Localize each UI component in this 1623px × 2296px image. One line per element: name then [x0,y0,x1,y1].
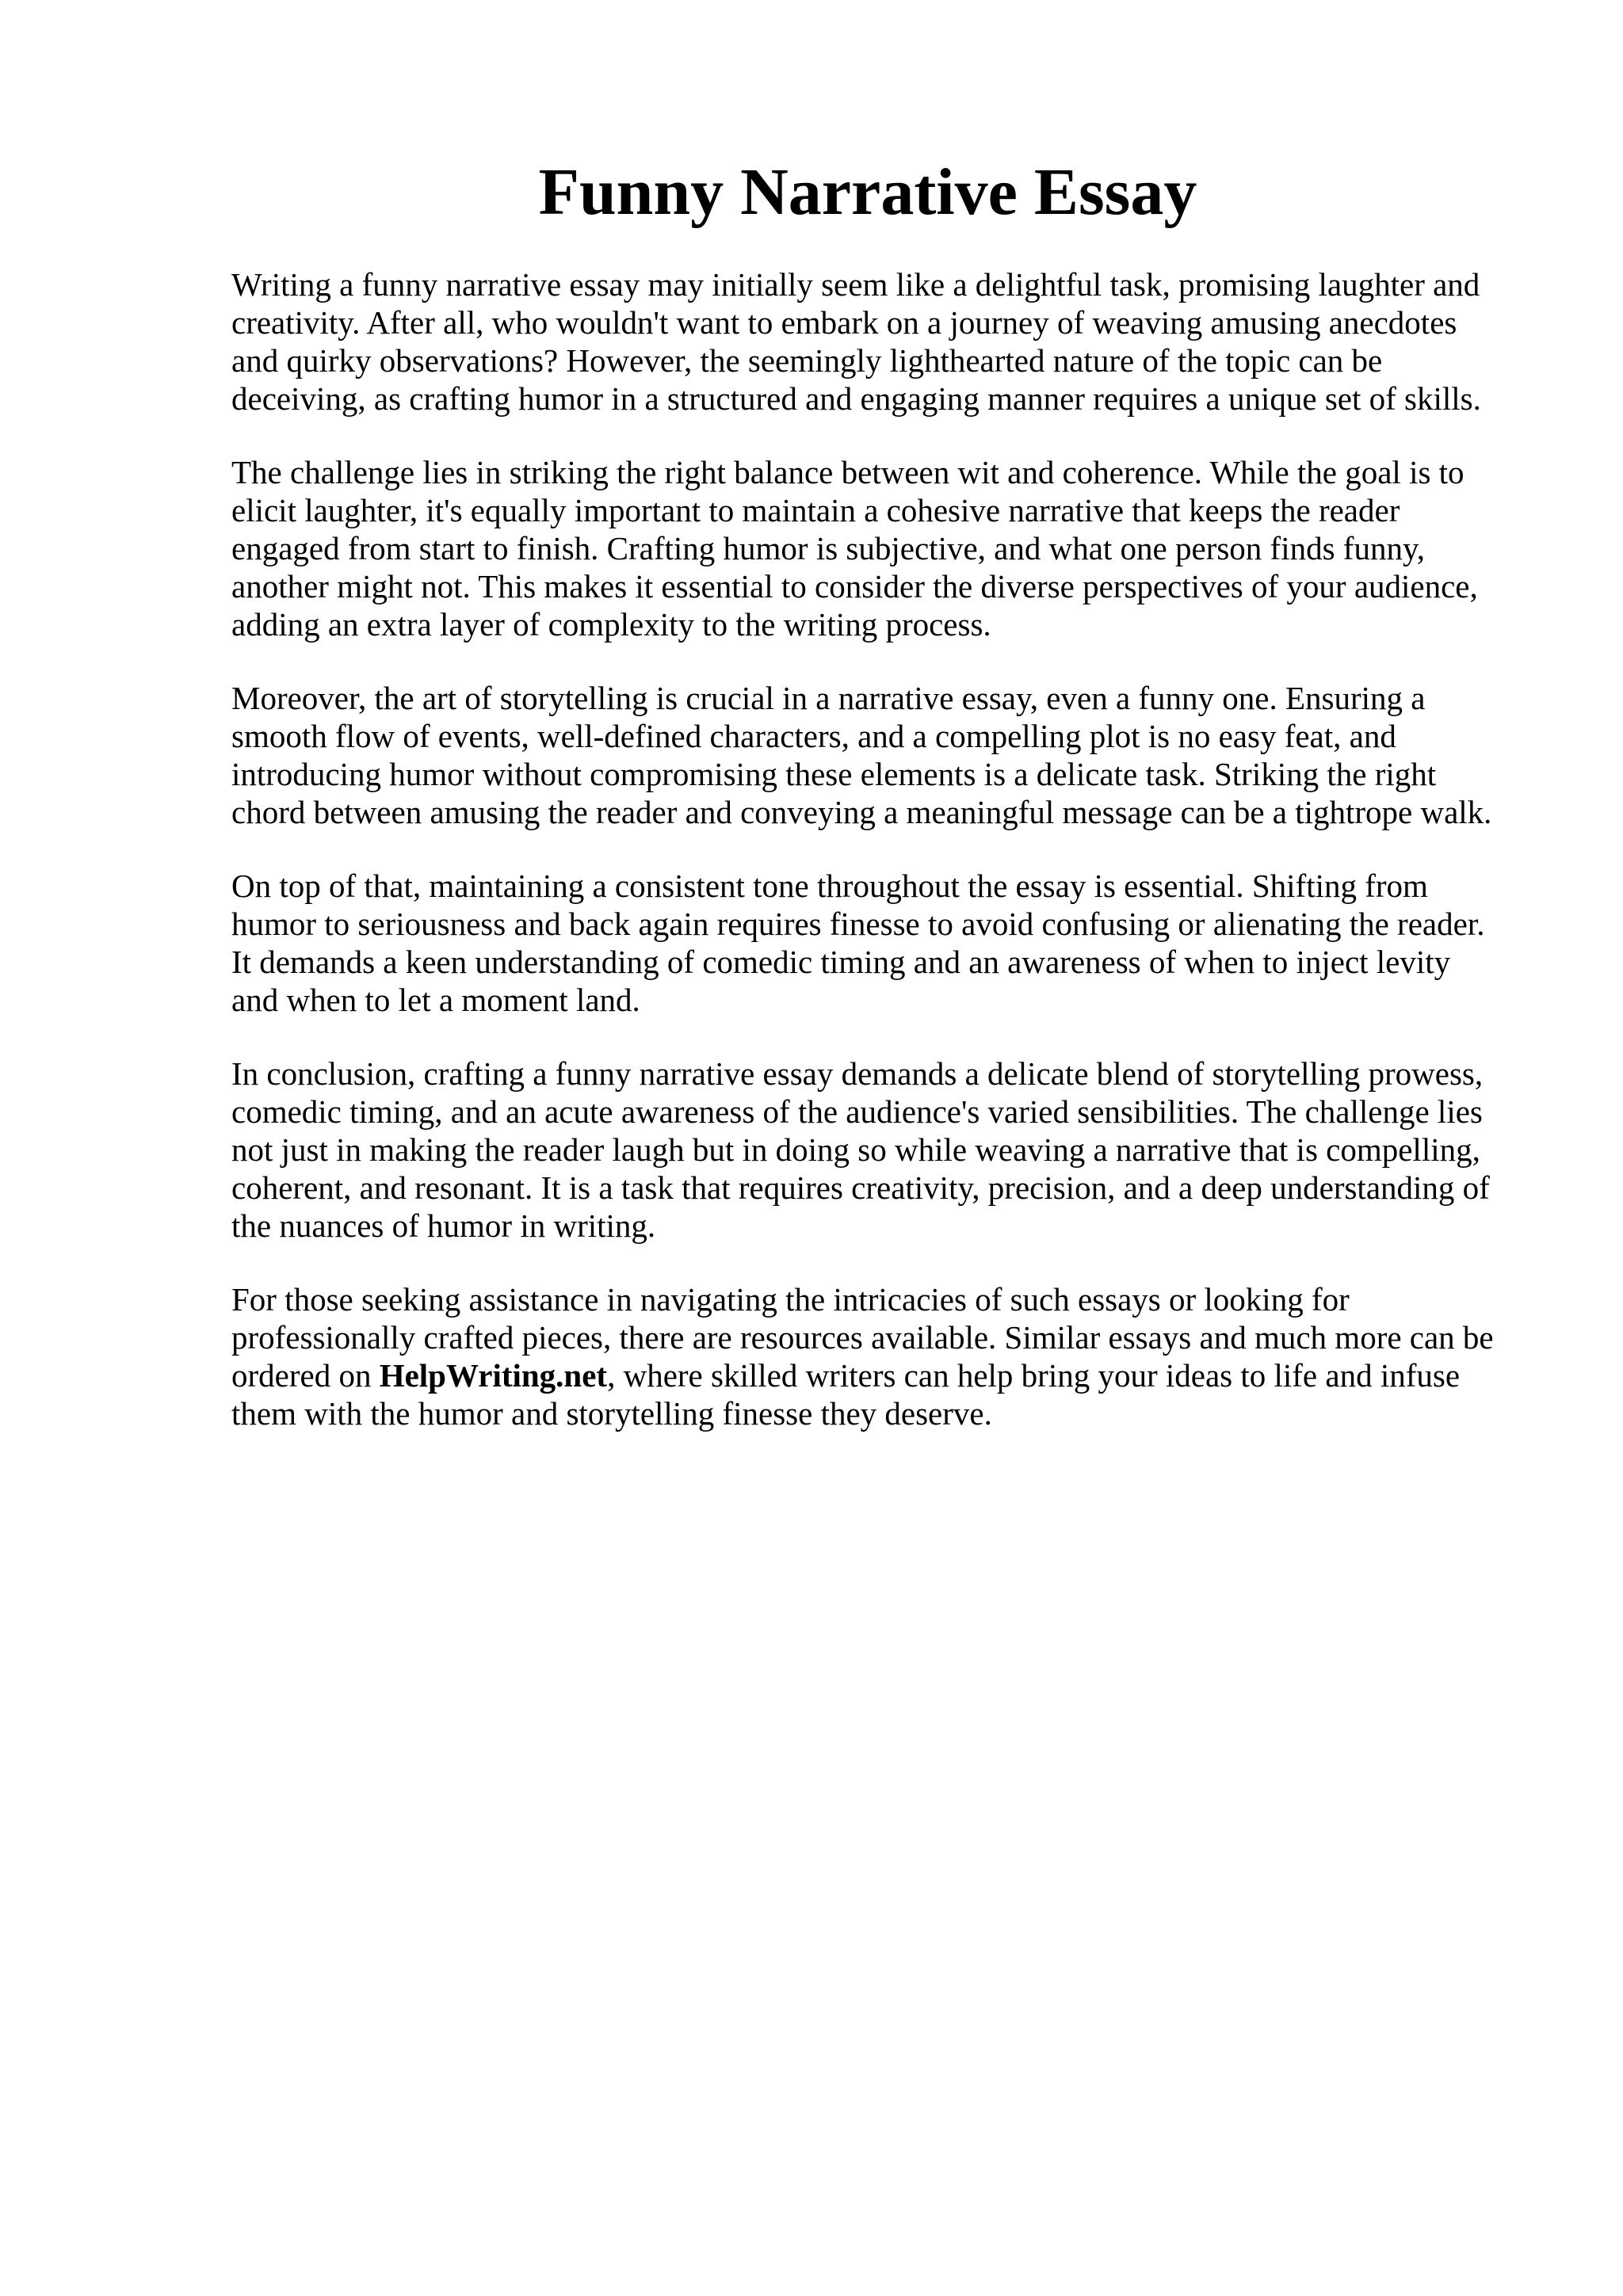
text-line: In conclusion, crafting a funny narrative essay demands a delicate blend of storytelling prowess, [231,1055,1484,1092]
text-line: another might not. This makes it essential to consider the diverse perspectives of your audience, [231,568,1478,605]
text-line: smooth flow of events, well-defined characters, and a compelling plot is no easy feat, and [231,718,1396,754]
text-line: professionally crafted pieces, there are resources available. Similar essays and much more can be [231,1319,1494,1356]
text-line: comedic timing, and an acute awareness of the audience's varied sensibilities. The challenge lies [231,1093,1483,1130]
paragraph-challenge [231,453,1515,643]
text-line: them with the humor and storytelling finesse they deserve. [231,1395,992,1432]
text-line: adding an extra layer of complexity to the writing process. [231,606,991,643]
paragraph-tone [231,867,1515,1019]
text-line: Writing a funny narrative essay may initially seem like a delightful task, promising laughter and [231,266,1480,303]
text-line: For those seeking assistance in navigating the intricacies of such essays or looking for [231,1281,1350,1318]
text-line: humor to seriousness and back again requires finesse to avoid confusing or alienating the reader. [231,906,1485,942]
text-line: and when to let a moment land. [231,982,640,1018]
text-fragment: , where skilled writers can help bring your ideas to life and infuse [607,1357,1461,1394]
document-title: Funny Narrative Essay [538,155,1197,229]
text-line: The challenge lies in striking the right balance between wit and coherence. While the goal is to [231,454,1465,490]
text-line: and quirky observations? However, the seemingly lighthearted nature of the topic can be [231,342,1383,379]
paragraph-intro [231,265,1515,418]
text-line: coherent, and resonant. It is a task that requires creativity, precision, and a deep understanding of [231,1169,1490,1206]
text-line-with-link [231,1356,1515,1394]
paragraph-closing [231,1280,1515,1432]
text-line: On top of that, maintaining a consistent tone throughout the essay is essential. Shifting from [231,868,1428,904]
document-body [231,265,1515,1468]
text-line: chord between amusing the reader and conveying a meaningful message can be a tightrope walk. [231,794,1492,830]
text-line: not just in making the reader laugh but in doing so while weaving a narrative that is compelling, [231,1131,1480,1168]
text-line: Moreover, the art of storytelling is crucial in a narrative essay, even a funny one. Ensuring a [231,680,1426,716]
text-fragment: ordered on [231,1357,380,1394]
paragraph-conclusion [231,1055,1515,1245]
helpwriting-link[interactable]: HelpWriting.net [379,1357,608,1394]
text-line: elicit laughter, it's equally important to maintain a cohesive narrative that keeps the reader [231,492,1400,528]
text-line: engaged from start to finish. Crafting humor is subjective, and what one person finds funny, [231,530,1426,566]
text-line: creativity. After all, who wouldn't want to embark on a journey of weaving amusing anecdotes [231,304,1457,341]
text-line: deceiving, as crafting humor in a structured and engaging manner requires a unique set of skills. [231,380,1481,417]
text-line: It demands a keen understanding of comedic timing and an awareness of when to inject levity [231,944,1451,980]
text-line: introducing humor without compromising these elements is a delicate task. Striking the right [231,756,1437,792]
text-line: the nuances of humor in writing. [231,1207,656,1244]
paragraph-storytelling [231,679,1515,831]
